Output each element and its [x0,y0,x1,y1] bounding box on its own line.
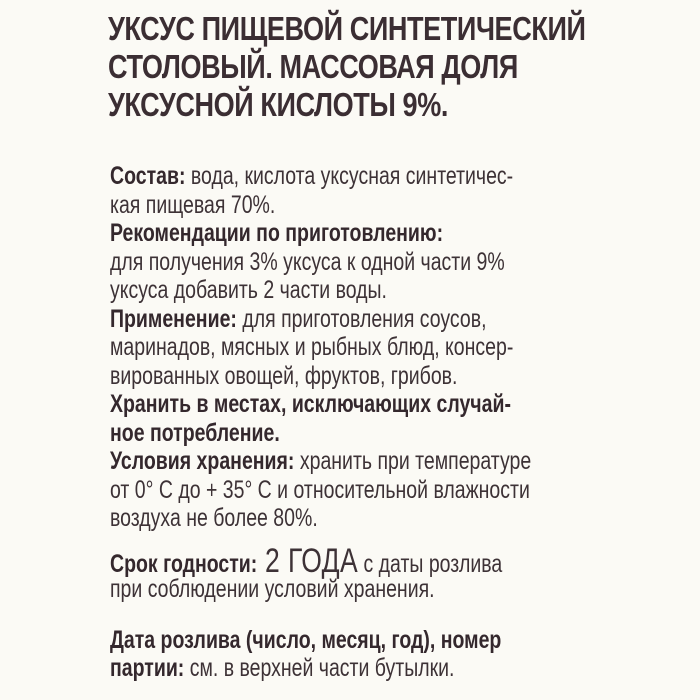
shelf-life-value: 2 ГОДА [257,541,359,580]
storage-text-3: воздуха не более 80%. [110,504,318,532]
shelf-life-section [110,541,656,604]
bottling-section [110,626,656,683]
storage-heading: Условия хранения: [110,447,295,475]
recommendations-text-2: уксуса добавить 2 части воды. [110,276,387,304]
shelf-life-text-2: при соблюдении условий хранения. [110,575,435,603]
composition-line-1 [110,162,656,191]
recommendations-section [110,219,656,305]
title-line-3: УКСУСНОЙ КИСЛОТЫ 9%. [108,86,448,123]
usage-text-3: вированных овощей, фруктов, грибов. [110,361,458,390]
bottling-line-2 [110,654,656,683]
bottling-heading: Дата розлива (число, месяц, год), номер [110,625,502,654]
shelf-life-line-1 [110,541,656,580]
usage-heading: Применение: [110,304,237,333]
recommendations-heading: Рекомендации по приготовлению: [110,219,444,247]
usage-text-2: маринадов, мясных и рыбных блюд, консер- [110,333,514,361]
storage-text-2: от 0° С до + 35° С и относительной влажности [110,475,530,504]
batch-heading: партии: [110,654,185,682]
storage-text-1: хранить при температуре [294,447,532,475]
product-title [108,10,586,124]
label-body [110,162,656,683]
shelf-life-text-1: с даты розлива [358,549,503,578]
composition-text-2: кая пищевая 70%. [110,190,276,219]
usage-line-1 [110,305,656,334]
usage-section [110,305,656,391]
warning-text-1: Хранить в местах, исключающих случай- [110,390,511,418]
warning-text-2: ное потребление. [110,418,280,447]
composition-section [110,162,656,219]
shelf-life-heading: Срок годности: [110,549,258,578]
usage-text-1: для приготовления соусов, [236,304,487,333]
spacer [110,533,656,547]
bottling-text: см. в верхней части бутылки. [184,654,455,682]
recommendations-text-1: для получения 3% уксуса к одной части 9% [110,247,505,276]
storage-line-1 [110,447,656,476]
spacer [110,604,656,626]
title-line-2: СТОЛОВЫЙ. МАССОВАЯ ДОЛЯ [108,48,518,85]
composition-text-1: вода, кислота уксусная синтетичес- [185,162,514,190]
title-line-1: УКСУС ПИЩЕВОЙ СИНТЕТИЧЕСКИЙ [108,10,586,47]
storage-section [110,447,656,533]
composition-heading: Состав: [110,162,186,190]
warning-section [110,390,656,447]
